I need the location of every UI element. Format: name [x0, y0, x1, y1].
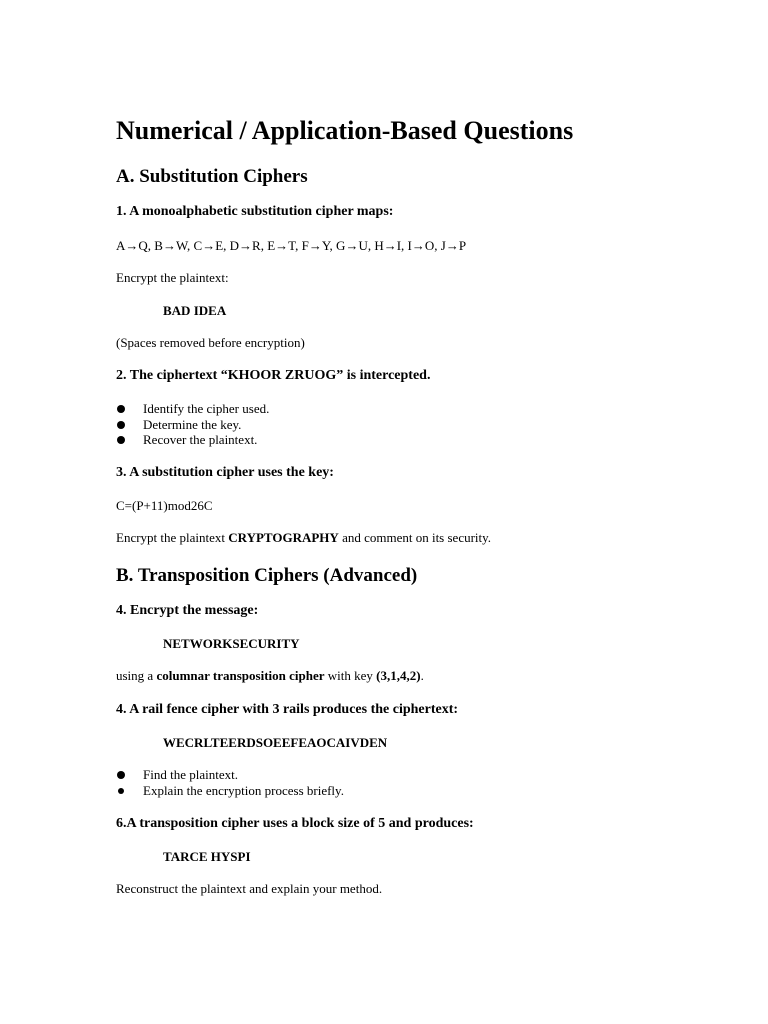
question-3-heading: 3. A substitution cipher uses the key: [116, 465, 334, 480]
list-item [116, 432, 269, 448]
cipher-key: (3,1,4,2) [376, 668, 421, 683]
question-1-plaintext: BAD IDEA [163, 303, 227, 318]
question-5-ciphertext: WECRLTEERDSOEEFEAOCAIVDEN [163, 735, 388, 750]
question-2-bullet-list [116, 401, 269, 448]
section-a-heading: A. Substitution Ciphers [116, 166, 308, 187]
bullet-icon [117, 421, 125, 429]
question-6-prompt: Reconstruct the plaintext and explain your method. [116, 881, 383, 896]
question-3-prompt [116, 530, 491, 546]
question-1-note: (Spaces removed before encryption) [116, 335, 305, 350]
question-5-heading: 4. A rail fence cipher with 3 rails produces the ciphertext: [116, 702, 459, 717]
prompt-text: Encrypt the plaintext [116, 530, 229, 545]
question-4-instruction [116, 668, 424, 684]
instruction-text: . [420, 668, 424, 683]
question-6-heading: 6.A transposition cipher uses a block size of 5 and produces: [116, 816, 474, 831]
prompt-text: and comment on its security. [338, 530, 492, 545]
bullet-icon [117, 771, 125, 779]
question-4-message: NETWORKSECURITY [163, 636, 300, 651]
question-2-heading: 2. The ciphertext “KHOOR ZRUOG” is intercepted. [116, 368, 431, 383]
instruction-text: using a [116, 668, 157, 683]
page-title: Numerical / Application-Based Questions [116, 116, 574, 145]
list-item [116, 417, 269, 433]
bullet-text: Identify the cipher used. [143, 401, 270, 416]
plaintext-word: CRYPTOGRAPHY [228, 530, 339, 545]
bullet-text: Recover the plaintext. [143, 432, 258, 447]
section-b-heading: B. Transposition Ciphers (Advanced) [116, 565, 418, 586]
instruction-text: with key [324, 668, 377, 683]
list-item [116, 767, 344, 783]
question-1-prompt: Encrypt the plaintext: [116, 270, 229, 285]
bullet-icon [118, 788, 124, 794]
question-1-mapping: A→Q, B→W, C→E, D→R, E→T, F→Y, G→U, H→I, I→O, J→P [116, 238, 467, 253]
bullet-icon [117, 405, 125, 413]
list-item [116, 783, 344, 799]
question-1-heading: 1. A monoalphabetic substitution cipher maps: [116, 204, 394, 219]
question-5-bullet-list [116, 767, 344, 798]
list-item [116, 401, 269, 417]
cipher-name: columnar transposition cipher [156, 668, 325, 683]
question-6-ciphertext: TARCE HYSPI [163, 849, 251, 864]
question-3-formula: C=(P+11)mod26C [116, 498, 213, 513]
question-4-heading: 4. Encrypt the message: [116, 603, 259, 618]
bullet-text: Find the plaintext. [143, 767, 238, 782]
bullet-text: Explain the encryption process briefly. [143, 782, 344, 798]
bullet-text: Determine the key. [143, 416, 242, 432]
bullet-icon [117, 436, 125, 444]
